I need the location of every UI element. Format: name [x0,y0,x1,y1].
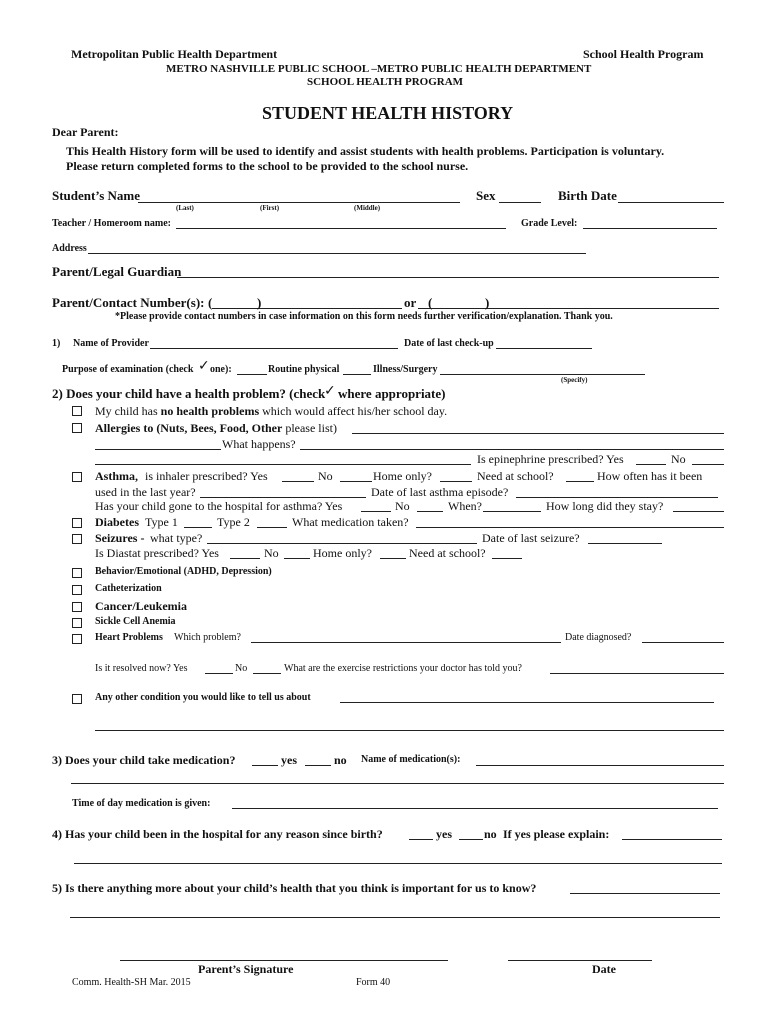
routine-physical-field[interactable] [237,374,267,375]
q4-question: 4) Has your child been in the hospital for any reason since birth? [52,827,383,841]
diabetes-checkbox[interactable] [72,518,82,528]
footer-revision: Comm. Health-SH Mar. 2015 [72,977,191,988]
medication-name-label: Name of medication(s): [361,754,461,765]
hospital-explain-label: If yes please explain: [503,827,610,841]
no-problems-checkbox[interactable] [72,406,82,416]
used-last-year-field[interactable] [200,497,366,498]
what-medication-label: What medication taken? [292,515,409,529]
header-line2: METRO NASHVILLE PUBLIC SCHOOL –METRO PUBLIC HEALTH DEPARTMENT [166,63,592,75]
behavior-checkbox[interactable] [72,568,82,578]
illness-surgery-label: Illness/Surgery [373,364,438,375]
q1-number: 1) [52,338,61,349]
sickle-cell-label: Sickle Cell Anemia [95,616,176,627]
medication-yes-field[interactable] [252,765,278,766]
resolved-yes-field[interactable] [205,673,233,674]
medication-name-field-2[interactable] [71,783,724,784]
other-condition-field[interactable] [340,702,714,703]
medication-yes-label: yes [281,753,297,767]
need-at-school-2-field[interactable] [492,558,522,559]
last-seizure-label: Date of last seizure? [482,531,580,545]
allergies-field[interactable] [352,433,724,434]
routine-physical-label: Routine physical [268,364,340,375]
heart-problems-label: Heart Problems [95,632,163,643]
cancer-label: Cancer/Leukemia [95,599,187,613]
hospital-explain-field-2[interactable] [74,863,722,864]
birth-date-field[interactable] [618,202,724,203]
exercise-restrictions-label: What are the exercise restrictions your doctor has told you? [284,663,522,674]
birth-date-label: Birth Date [558,188,617,203]
hospital-no-field[interactable] [459,839,483,840]
sickle-cell-checkbox[interactable] [72,618,82,628]
diastat-label: Is Diastat prescribed? Yes [95,546,219,560]
what-happens-field[interactable] [300,449,724,450]
epinephrine-no-label: No [671,452,686,466]
footer-form-number: Form 40 [356,977,391,988]
date-diagnosed-label: Date diagnosed? [565,632,632,643]
no-problems-text: My child has no health problems which would affect his/her school day. [95,404,448,418]
intro-paragraph-2: Please return completed forms to the school to be provided to the school nurse. [66,159,469,173]
contact-or-label: or [404,295,417,310]
last-asthma-episode-label: Date of last asthma episode? [371,485,509,499]
last-checkup-label: Date of last check-up [404,338,494,349]
checkmark-icon: ✓ [198,358,210,374]
header-department: Metropolitan Public Health Department [71,47,278,61]
q5-question: 5) Is there anything more about your child’s health that you think is important for us to know? [52,881,537,895]
how-long-field[interactable] [673,511,724,512]
q5-field-2[interactable] [70,917,720,918]
medication-no-field[interactable] [305,765,331,766]
other-condition-label: Any other condition you would like to tell us about [95,692,311,703]
allergies-field-2[interactable] [95,449,221,450]
asthma-label: Asthma, [95,469,139,483]
contact-number-1-field[interactable] [212,308,402,309]
catheterization-label: Catheterization [95,583,162,594]
inhaler-no-field[interactable] [340,481,372,482]
signature-date-label: Date [592,962,616,976]
hospital-asthma-label: Has your child gone to the hospital for asthma? Yes [95,499,343,513]
medication-name-field[interactable] [476,765,724,766]
contact-note: *Please provide contact numbers in case information on this form needs further verification/explanation. Thank you. [115,311,613,322]
epinephrine-yes-field[interactable] [636,464,666,465]
when-field[interactable] [483,511,541,512]
diastat-no-label: No [264,546,279,560]
hospital-no-label: no [484,827,497,841]
specify-caption: (Specify) [561,376,588,384]
hospital-asthma-yes-field[interactable] [361,511,391,512]
hospital-asthma-no-field[interactable] [417,511,443,512]
hospital-asthma-no-label: No [395,499,410,513]
q2-heading: 2) Does your child have a health problem? (check [52,386,326,401]
epinephrine-label: Is epinephrine prescribed? Yes [477,452,624,466]
q5-field[interactable] [570,893,720,894]
allergies-checkbox[interactable] [72,423,82,433]
illness-specify-field[interactable] [440,374,645,375]
last-seizure-field[interactable] [588,543,662,544]
behavior-label: Behavior/Emotional (ADHD, Depression) [95,566,272,577]
hospital-yes-label: yes [436,827,452,841]
student-name-label: Student’s Name [52,188,140,203]
seizure-type-field[interactable] [207,543,477,544]
guardian-field[interactable] [177,277,719,278]
medication-no-label: no [334,753,347,767]
other-condition-field-2[interactable] [95,730,724,731]
signature-date-field[interactable] [508,960,652,961]
contact-paren-close-2: ) [485,295,490,310]
middle-name-caption: (Middle) [354,204,381,212]
need-at-school-label: Need at school? [477,469,554,483]
student-name-field[interactable] [138,202,460,203]
which-problem-label: Which problem? [174,632,241,643]
q2-heading-end: where appropriate) [338,386,446,401]
teacher-label: Teacher / Homeroom name: [52,218,171,229]
inhaler-no-label: No [318,469,333,483]
other-condition-checkbox[interactable] [72,694,82,704]
sex-label: Sex [476,188,496,203]
how-long-label: How long did they stay? [546,499,664,513]
what-type-label: what type? [150,531,203,545]
inhaler-label: is inhaler prescribed? Yes [145,469,268,483]
grade-level-field[interactable] [583,228,717,229]
seizures-label: Seizures - [95,531,145,545]
time-of-day-field[interactable] [232,808,718,809]
provider-field[interactable] [150,348,398,349]
address-label: Address [52,243,87,254]
grade-level-label: Grade Level: [521,218,578,229]
allergies-label: Allergies to (Nuts, Bees, Food, Other please list) [95,421,337,435]
contact-paren-open-2: ( [428,295,433,310]
guardian-label: Parent/Legal Guardian [52,264,182,279]
asthma-checkbox[interactable] [72,472,82,482]
last-name-caption: (Last) [176,204,194,212]
purpose-one-label: one): [210,364,232,375]
type1-field[interactable] [184,527,212,528]
greeting: Dear Parent: [52,125,119,139]
catheterization-checkbox[interactable] [72,585,82,595]
need-at-school-field[interactable] [566,481,594,482]
purpose-label: Purpose of examination (check [62,364,194,375]
last-checkup-field[interactable] [496,348,592,349]
type2-field[interactable] [257,527,287,528]
need-at-school-2-label: Need at school? [409,546,486,560]
home-only-field[interactable] [440,481,472,482]
which-problem-field[interactable] [251,642,561,643]
diastat-yes-field[interactable] [230,558,260,559]
contact-paren-open-1: ( [208,295,213,310]
type1-label: Type 1 [145,515,178,529]
home-only-2-label: Home only? [313,546,372,560]
resolved-no-field[interactable] [253,673,281,674]
teacher-field[interactable] [176,228,506,229]
parent-signature-field[interactable] [120,960,448,961]
seizures-checkbox[interactable] [72,534,82,544]
last-asthma-episode-field[interactable] [516,497,718,498]
used-last-year-label: used in the last year? [95,485,196,499]
hospital-yes-field[interactable] [409,839,433,840]
sex-field[interactable] [499,202,541,203]
contact-paren-close-1: ) [257,295,262,310]
what-happens-label: What happens? [222,437,296,451]
illness-field[interactable] [343,374,371,375]
inhaler-yes-field[interactable] [282,481,314,482]
time-of-day-label: Time of day medication is given: [72,798,211,809]
parent-signature-label: Parent’s Signature [198,962,294,976]
cancer-checkbox[interactable] [72,602,82,612]
hospital-explain-field[interactable] [622,839,722,840]
how-often-label: How often has it been [597,469,703,483]
exercise-restrictions-field[interactable] [550,673,724,674]
diabetes-label: Diabetes [95,515,139,529]
when-label: When? [448,499,482,513]
resolved-label: Is it resolved now? Yes [95,663,188,674]
resolved-no-label: No [235,663,248,674]
q3-question: 3) Does your child take medication? [52,753,236,767]
header-line3: SCHOOL HEALTH PROGRAM [307,76,464,88]
diabetes-medication-field[interactable] [416,527,724,528]
contact-number-2-field[interactable] [418,308,719,309]
allergies-field-3[interactable] [95,464,471,465]
diastat-no-field[interactable] [284,558,310,559]
epinephrine-no-field[interactable] [692,464,724,465]
intro-paragraph-1: This Health History form will be used to identify and assist students with health problems. Participation is voluntary. [66,144,665,158]
type2-label: Type 2 [217,515,250,529]
home-only-2-field[interactable] [380,558,406,559]
header-program: School Health Program [583,47,704,61]
address-field[interactable] [88,253,586,254]
date-diagnosed-field[interactable] [642,642,724,643]
home-only-label: Home only? [373,469,432,483]
provider-label: Name of Provider [73,338,149,349]
heart-problems-checkbox[interactable] [72,634,82,644]
page-title: STUDENT HEALTH HISTORY [262,103,514,123]
first-name-caption: (First) [260,204,280,212]
checkmark-icon: ✓ [324,383,336,399]
contact-label: Parent/Contact Number(s): [52,295,205,310]
